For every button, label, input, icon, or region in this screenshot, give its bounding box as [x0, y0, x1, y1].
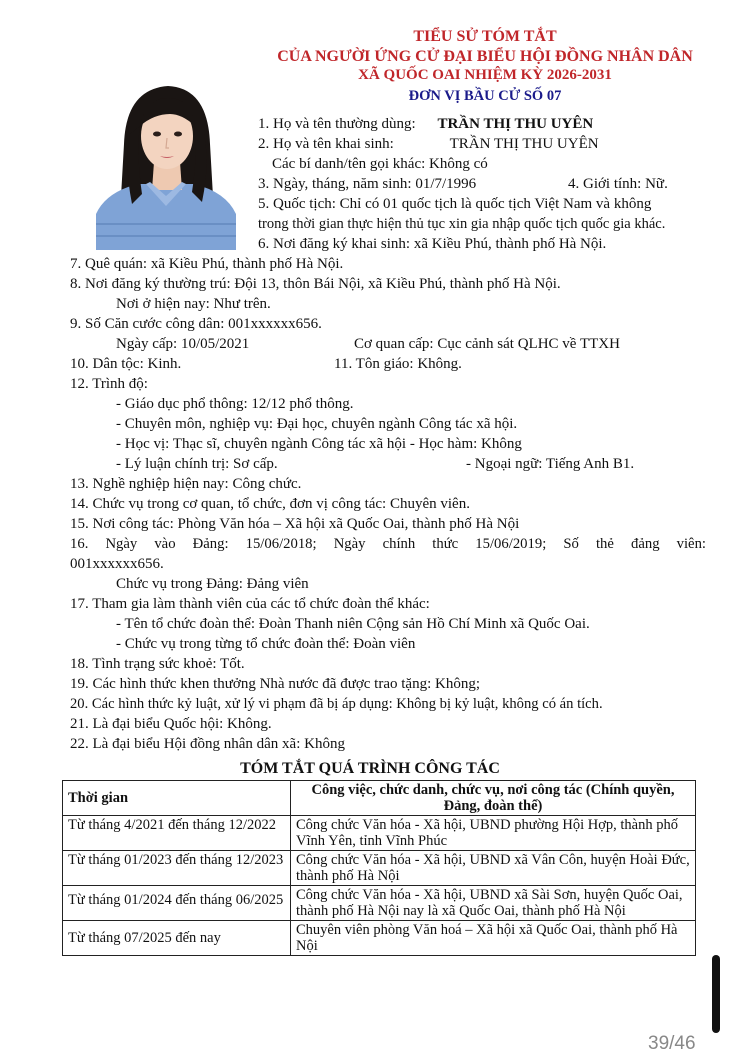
table-row	[63, 816, 696, 851]
field-edu-major: - Chuyên môn, nghiệp vụ: Đại học, chuyên ngành Công tác xã hội.	[116, 416, 518, 432]
work-history-title: TÓM TẮT QUÁ TRÌNH CÔNG TÁC	[240, 760, 500, 777]
field-ethnic: 10. Dân tộc: Kinh.	[70, 356, 182, 372]
doc-unit: ĐƠN VỊ BẦU CỬ SỐ 07	[408, 88, 562, 104]
field-religion: 11. Tôn giáo: Không.	[334, 356, 462, 372]
field-value: TRẦN THỊ THU UYÊN	[449, 136, 599, 152]
field-hometown: 7. Quê quán: xã Kiều Phú, thành phố Hà Nội.	[70, 256, 344, 272]
field-edu-degree: - Học vị: Thạc sĩ, chuyên ngành Công tác xã hội - Học hàm: Không	[116, 436, 522, 452]
field-residence: 8. Nơi đăng ký thường trú: Đội 13, thôn Bái Nội, xã Kiều Phú, thành phố Hà Nội.	[70, 276, 561, 292]
doc-subtitle: CỦA NGƯỜI ỨNG CỬ ĐẠI BIỂU HỘI ĐỒNG NHÂN DÂN	[277, 48, 693, 65]
field-current-address: Nơi ở hiện nay: Như trên.	[116, 296, 271, 312]
field-nationality-cont: trong thời gian thực hiện thủ tục xin gia nhập quốc tịch quốc gia khác.	[258, 216, 666, 232]
cell-time: Từ tháng 01/2023 đến tháng 12/2023	[63, 851, 291, 886]
field-edu-language: - Ngoại ngữ: Tiếng Anh B1.	[466, 456, 635, 472]
field-label: 2. Họ và tên khai sinh:	[258, 136, 394, 152]
column-header-description: Công việc, chức danh, chức vụ, nơi công tác (Chính quyền, Đảng, đoàn thể)	[291, 781, 696, 816]
field-edu-general: - Giáo dục phổ thông: 12/12 phổ thông.	[116, 396, 354, 412]
field-workplace: 15. Nơi công tác: Phòng Văn hóa – Xã hội xã Quốc Oai, thành phố Hà Nội	[70, 516, 520, 532]
field-discipline: 20. Các hình thức kỷ luật, xử lý vi phạm đã bị áp dụng: Không bị kỷ luật, không có án tích.	[70, 696, 603, 712]
cell-description: Chuyên viên phòng Văn hoá – Xã hội xã Quốc Oai, thành phố Hà Nội	[291, 921, 696, 956]
portrait-illustration	[96, 74, 236, 250]
field-party-card: 001xxxxxx656.	[70, 556, 164, 572]
field-position: 14. Chức vụ trong cơ quan, tổ chức, đơn vị công tác: Chuyên viên.	[70, 496, 470, 512]
column-header-time: Thời gian	[63, 781, 291, 816]
field-nationality: 5. Quốc tịch: Chỉ có 01 quốc tịch là quốc tịch Việt Nam và không	[258, 196, 652, 212]
field-na-delegate: 21. Là đại biểu Quốc hội: Không.	[70, 716, 272, 732]
field-education: 12. Trình độ:	[70, 376, 148, 392]
cell-time: Từ tháng 07/2025 đến nay	[63, 921, 291, 956]
field-birth-name	[258, 135, 599, 153]
field-common-name	[258, 115, 593, 133]
field-label: 1. Họ và tên thường dùng:	[258, 116, 416, 132]
cell-description: Công chức Văn hóa - Xã hội, UBND xã Vân Côn, huyện Hoài Đức, thành phố Hà Nội	[291, 851, 696, 886]
field-gender: 4. Giới tính: Nữ.	[568, 176, 668, 192]
table-header-row	[63, 781, 696, 816]
portrait-photo	[96, 74, 236, 250]
field-alias: Các bí danh/tên gọi khác: Không có	[272, 156, 488, 172]
field-edu-politics: - Lý luận chính trị: Sơ cấp.	[116, 456, 278, 472]
field-value: TRẦN THỊ THU UYÊN	[437, 116, 594, 132]
doc-title: TIỂU SỬ TÓM TẮT	[413, 28, 557, 45]
cell-time: Từ tháng 4/2021 đến tháng 12/2022	[63, 816, 291, 851]
table-row	[63, 886, 696, 921]
field-awards: 19. Các hình thức khen thưởng Nhà nước đã được trao tặng: Không;	[70, 676, 480, 692]
field-issue-date: Ngày cấp: 10/05/2021	[116, 336, 250, 352]
field-id: 9. Số Căn cước công dân: 001xxxxxx656.	[70, 316, 322, 332]
work-history-table	[62, 780, 696, 956]
field-party: 16. Ngày vào Đảng: 15/06/2018; Ngày chính thức 15/06/2019; Số thẻ đảng viên:	[70, 536, 706, 552]
field-pc-delegate: 22. Là đại biểu Hội đồng nhân dân xã: Không	[70, 736, 345, 752]
field-issuer: Cơ quan cấp: Cục cảnh sát QLHC về TTXH	[354, 336, 620, 352]
field-org-name: - Tên tổ chức đoàn thể: Đoàn Thanh niên Cộng sản Hồ Chí Minh xã Quốc Oai.	[116, 616, 590, 632]
scrollbar-thumb[interactable]	[712, 955, 720, 1033]
field-party-position: Chức vụ trong Đảng: Đảng viên	[116, 576, 309, 592]
field-org-position: - Chức vụ trong từng tổ chức đoàn thể: Đoàn viên	[116, 636, 416, 652]
table-row	[63, 851, 696, 886]
field-health: 18. Tình trạng sức khoẻ: Tốt.	[70, 656, 245, 672]
table-row	[63, 921, 696, 956]
cell-description: Công chức Văn hóa - Xã hội, UBND phường Hội Hợp, thành phố Vĩnh Yên, tỉnh Vĩnh Phúc	[291, 816, 696, 851]
field-dob: 3. Ngày, tháng, năm sinh: 01/7/1996	[258, 176, 477, 192]
cell-description: Công chức Văn hóa - Xã hội, UBND xã Sài Sơn, huyện Quốc Oai, thành phố Hà Nội nay là xã Quốc Oai, thành phố Hà Nội	[291, 886, 696, 921]
page-indicator: 39/46	[648, 1033, 696, 1054]
field-organizations: 17. Tham gia làm thành viên của các tổ chức đoàn thể khác:	[70, 596, 430, 612]
field-job: 13. Nghề nghiệp hiện nay: Công chức.	[70, 476, 302, 492]
cell-time: Từ tháng 01/2024 đến tháng 06/2025	[63, 886, 291, 921]
doc-term: XÃ QUỐC OAI NHIỆM KỲ 2026-2031	[358, 67, 612, 83]
field-birthplace: 6. Nơi đăng ký khai sinh: xã Kiều Phú, thành phố Hà Nội.	[258, 236, 607, 252]
